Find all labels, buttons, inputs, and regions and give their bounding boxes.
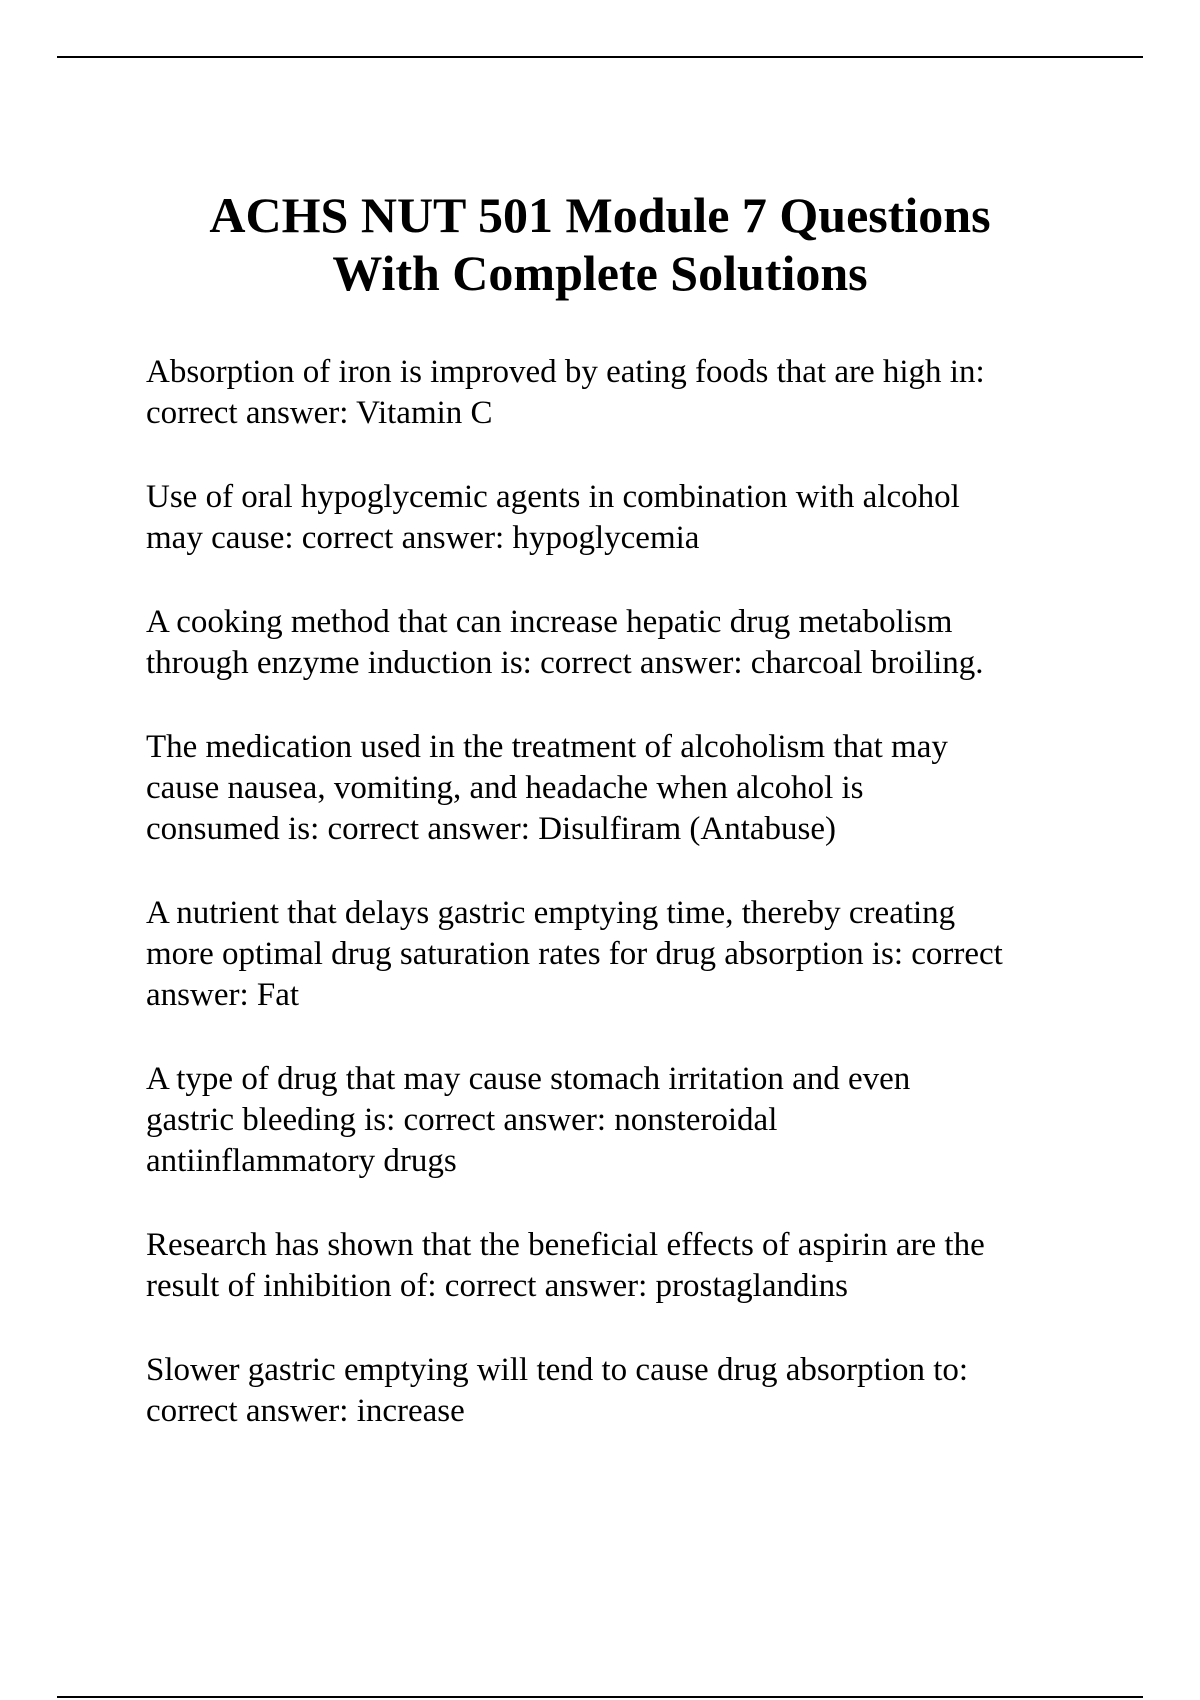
question-list — [146, 352, 1106, 1432]
question-line: Absorption of iron is improved by eating foods that are high in: — [146, 354, 985, 390]
question-item — [146, 1225, 1106, 1307]
question-line: through enzyme induction is: correct answer: charcoal broiling. — [146, 645, 984, 681]
bottom-rule — [57, 1696, 1143, 1698]
question-line: more optimal drug saturation rates for drug absorption is: correct — [146, 936, 1003, 972]
question-line: may cause: correct answer: hypoglycemia — [146, 520, 700, 556]
question-line: Research has shown that the beneficial effects of aspirin are the — [146, 1227, 985, 1263]
question-line: result of inhibition of: correct answer: prostaglandins — [146, 1268, 848, 1304]
question-item — [146, 727, 1106, 850]
question-item — [146, 352, 1106, 434]
question-line: Use of oral hypoglycemic agents in combination with alcohol — [146, 479, 960, 515]
top-rule — [57, 56, 1143, 58]
question-line: correct answer: Vitamin C — [146, 395, 493, 431]
question-line: antiinflammatory drugs — [146, 1143, 457, 1179]
title-line: With Complete Solutions — [332, 245, 868, 301]
question-item — [146, 602, 1106, 684]
question-line: Slower gastric emptying will tend to cause drug absorption to: — [146, 1352, 969, 1388]
question-line: A cooking method that can increase hepatic drug metabolism — [146, 604, 953, 640]
question-line: cause nausea, vomiting, and headache when alcohol is — [146, 770, 864, 806]
question-item — [146, 1059, 1106, 1182]
question-line: The medication used in the treatment of alcoholism that may — [146, 729, 948, 765]
question-line: consumed is: correct answer: Disulfiram (Antabuse) — [146, 811, 837, 847]
question-item — [146, 477, 1106, 559]
question-line: answer: Fat — [146, 977, 300, 1013]
question-line: A nutrient that delays gastric emptying time, thereby creating — [146, 895, 956, 931]
question-item — [146, 1350, 1106, 1432]
question-line: correct answer: increase — [146, 1393, 465, 1429]
question-line: gastric bleeding is: correct answer: nonsteroidal — [146, 1102, 778, 1138]
title-line: ACHS NUT 501 Module 7 Questions — [209, 187, 991, 243]
question-item — [146, 893, 1106, 1016]
document-title — [0, 186, 1200, 302]
question-line: A type of drug that may cause stomach irritation and even — [146, 1061, 911, 1097]
